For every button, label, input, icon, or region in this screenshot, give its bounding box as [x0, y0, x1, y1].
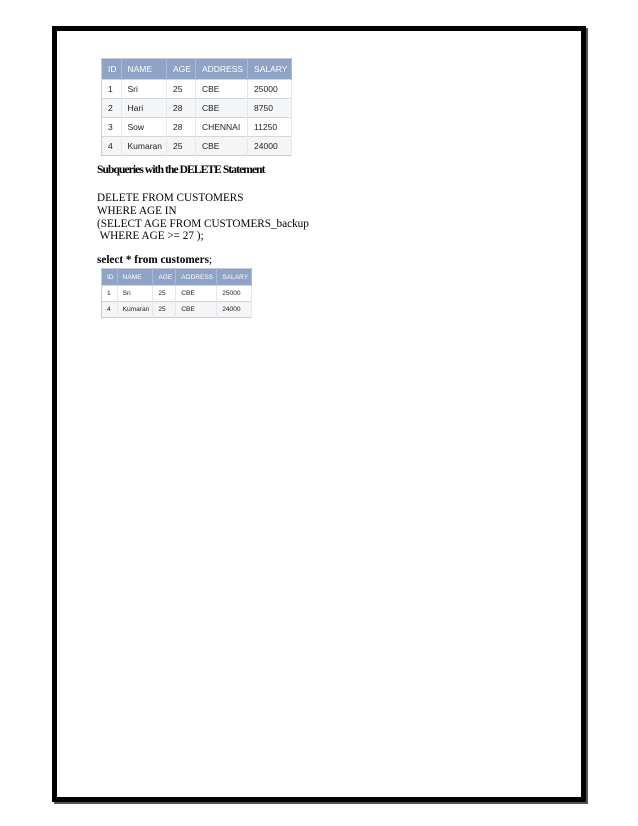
cell-age: 28 [167, 99, 196, 118]
cell-address: CBE [176, 302, 217, 318]
cell-name: Kumaran [117, 302, 153, 318]
table-row [102, 99, 292, 118]
select-query: select * from customers [97, 254, 209, 266]
cell-address: CBE [195, 99, 247, 118]
cell-id: 4 [102, 302, 118, 318]
column-header-name: NAME [117, 269, 153, 286]
sql-line: DELETE FROM CUSTOMERS [97, 192, 244, 204]
cell-name: Hari [121, 99, 167, 118]
cell-salary: 25000 [217, 286, 252, 302]
select-query-line [97, 254, 212, 266]
cell-salary: 11250 [248, 118, 292, 137]
sql-line: WHERE AGE IN [97, 204, 177, 217]
section-heading: Subqueries with the DELETE Statement [97, 164, 265, 176]
cell-name: Sri [121, 80, 167, 99]
column-header-age: AGE [153, 269, 176, 286]
table-row [102, 302, 252, 318]
customers-table-before [101, 58, 292, 156]
cell-age: 25 [153, 286, 176, 302]
cell-name: Sri [117, 286, 153, 302]
table-header-row [102, 59, 292, 80]
sql-line: (SELECT AGE FROM CUSTOMERS_backup [97, 217, 309, 230]
cell-salary: 8750 [248, 99, 292, 118]
table-row [102, 286, 252, 302]
column-header-id: ID [102, 59, 122, 80]
cell-address: CHENNAI [195, 118, 247, 137]
column-header-address: ADDRESS [195, 59, 247, 80]
cell-age: 25 [167, 137, 196, 156]
column-header-age: AGE [167, 59, 196, 80]
cell-name: Kumaran [121, 137, 167, 156]
cell-address: CBE [176, 286, 217, 302]
cell-address: CBE [195, 80, 247, 99]
table-row [102, 137, 292, 156]
table-row [102, 118, 292, 137]
cell-age: 28 [167, 118, 196, 137]
column-header-address: ADDRESS [176, 269, 217, 286]
cell-address: CBE [195, 137, 247, 156]
column-header-salary: SALARY [248, 59, 292, 80]
table-row [102, 80, 292, 99]
cell-id: 2 [102, 99, 122, 118]
delete-sql-code [97, 192, 309, 243]
cell-age: 25 [167, 80, 196, 99]
cell-age: 25 [153, 302, 176, 318]
column-header-name: NAME [121, 59, 167, 80]
sql-line: WHERE AGE >= 27 ); [97, 230, 204, 243]
cell-id: 3 [102, 118, 122, 137]
cell-id: 1 [102, 286, 118, 302]
column-header-id: ID [102, 269, 118, 286]
cell-salary: 24000 [217, 302, 252, 318]
cell-id: 1 [102, 80, 122, 99]
select-terminator: ; [208, 254, 213, 266]
cell-salary: 24000 [248, 137, 292, 156]
cell-id: 4 [102, 137, 122, 156]
column-header-salary: SALARY [217, 269, 252, 286]
customers-table-after [101, 268, 252, 318]
table-header-row [102, 269, 252, 286]
cell-name: Sow [121, 118, 167, 137]
cell-salary: 25000 [248, 80, 292, 99]
